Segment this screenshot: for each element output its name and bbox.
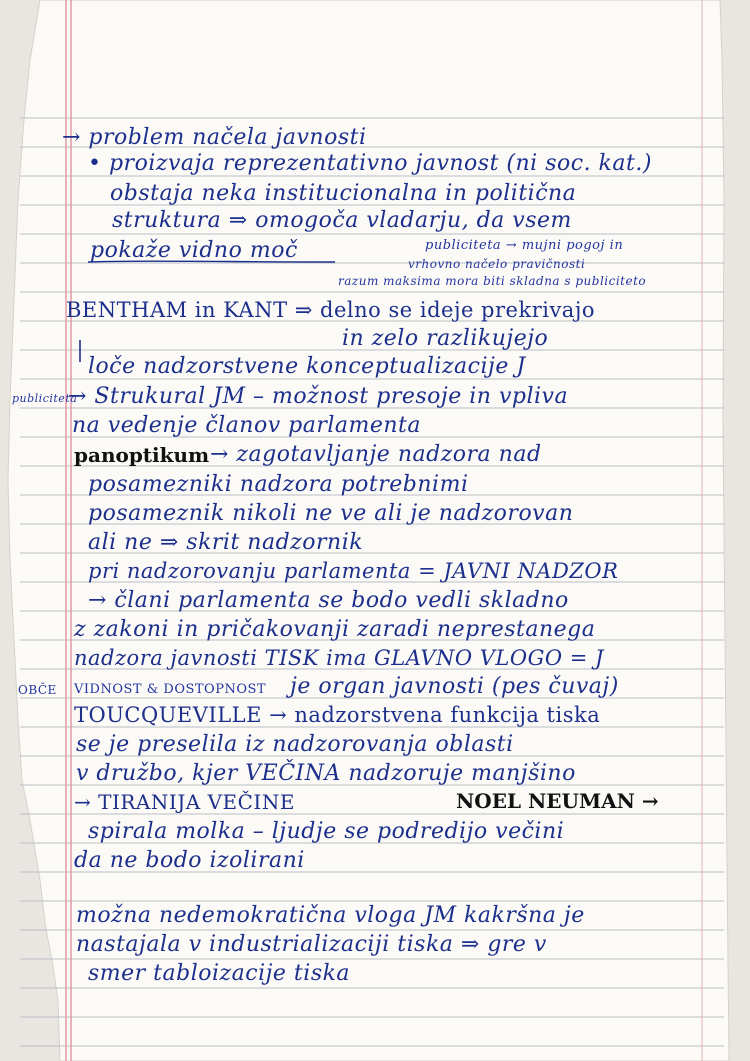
note-line-4: struktura ⇒ omogoča vladarju, da vsem [112,208,572,233]
note-line-12: posamezniki nadzora potrebnimi [88,472,469,497]
note-line-11a: panoptikum [74,443,210,467]
note-line-19a: OBČE [18,683,57,697]
note-line-16: → člani parlamenta se bodo vedli skladno [88,588,569,613]
note-line-5: pokaže vidno moč [90,238,298,263]
note-line-23a: → TIRANIJA VEČINE [74,790,295,814]
note-line-20: TOUCQUEVILLE → nadzorstvena funkcija tiska [74,703,601,727]
note-line-19: je organ javnosti (pes čuvaj) [290,674,619,699]
note-line-23b: NOEL NEUMAN → [456,789,659,813]
note-line-28: smer tabloizacije tiska [88,961,351,986]
note-line-7: in zelo razlikujejo [342,326,549,351]
note-line-22: v družbo, kjer VEČINA nadzoruje manjšino [76,761,576,786]
note-line-24: spirala molka – ljudje se podredijo večini [88,819,565,844]
note-line-15: pri nadzorovanju parlamenta = JAVNI NADZOR [88,559,619,583]
note-line-5c: razum maksima mora biti skladna s publiciteto [338,274,647,288]
note-line-13: posameznik nikoli ne ve ali je nadzorovan [88,501,574,526]
note-line-27: nastajala v industrializaciji tiska ⇒ gre v [76,932,547,957]
note-line-21: se je preselila iz nadzorovanja oblasti [76,732,514,757]
note-line-2: • proizvaja reprezentativno javnost (ni soc. kat.) [88,151,652,176]
note-line-6: BENTHAM in KANT ⇒ delno se ideje prekrivajo [66,298,595,322]
note-line-14: ali ne ⇒ skrit nadzornik [88,530,364,555]
note-line-3: obstaja neka institucionalna in politična [110,181,577,206]
note-line-19b: VIDNOST & DOSTOPNOST [74,682,267,697]
note-line-1: → problem načela javnosti [62,125,367,150]
note-line-26: možna nedemokratična vloga JM kakršna je [76,903,585,928]
note-line-17: z zakoni in pričakovanji zaradi neprestanega [74,617,596,642]
note-line-11: → zagotavljanje nadzora nad [210,442,542,467]
note-line-10: na vedenje članov parlamenta [72,413,422,438]
note-line-18: nadzora javnosti TISK ima GLAVNO VLOGO = J [74,646,604,670]
note-line-8: loče nadzorstvene konceptualizacije J [88,354,526,379]
note-line-5b: vrhovno načelo pravičnosti [408,257,586,271]
note-line-9: → Strukural JM – možnost presoje in vpliva [68,384,569,409]
note-line-25: da ne bodo izolirani [74,848,305,873]
note-line-5a: publiciteta → mujni pogoj in [425,238,624,253]
note-line-9a: publiciteta [12,392,78,405]
